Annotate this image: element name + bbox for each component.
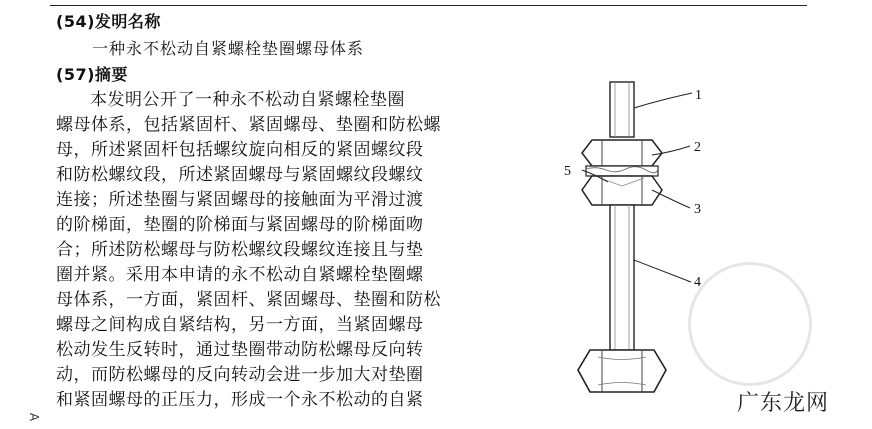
label-3: 3 <box>694 202 701 217</box>
label-5: 5 <box>564 164 571 179</box>
margin-mark: A <box>27 412 42 422</box>
label-2: 2 <box>694 140 701 155</box>
abstract-line: 合；所述防松螺母与防松螺纹段螺纹连接且与垫 <box>56 240 424 260</box>
leader-3 <box>652 190 690 208</box>
top-rule <box>50 5 807 6</box>
tightening-rod-shaft <box>610 205 634 350</box>
abstract-body <box>56 88 441 413</box>
label-1: 1 <box>695 88 702 103</box>
tightening-nut <box>582 176 662 205</box>
watermark-text: 广东龙网 <box>737 391 830 416</box>
abstract-line: 和紧固螺母的正压力，形成一个永不松动的自紧 <box>56 390 424 410</box>
leader-4 <box>634 260 691 282</box>
bolt-head <box>578 350 666 392</box>
abstract-heading: (57)摘要 <box>56 65 128 84</box>
anti-loosening-nut <box>582 140 662 166</box>
abstract-line: 本发明公开了一种永不松动自紧螺栓垫圈 <box>90 90 405 110</box>
leader-1 <box>634 93 692 108</box>
invention-title-heading: (54)发明名称 <box>56 12 161 31</box>
abstract-line: 母，所述紧固杆包括螺纹旋向相反的紧固螺纹段 <box>56 140 424 160</box>
label-4: 4 <box>694 275 701 290</box>
abstract-line: 母体系，一方面，紧固杆、紧固螺母、垫圈和防松 <box>56 290 441 310</box>
abstract-line: 松动发生反转时，通过垫圈带动防松螺母反向转 <box>56 340 424 360</box>
abstract-line: 动，而防松螺母的反向转动会进一步加大对垫圈 <box>56 365 424 385</box>
abstract-line: 螺母之间构成自紧结构，另一方面，当紧固螺母 <box>56 315 424 335</box>
abstract-line: 和防松螺纹段，所述紧固螺母与紧固螺纹段螺纹 <box>56 165 424 185</box>
abstract-line: 连接；所述垫圈与紧固螺母的接触面为平滑过渡 <box>56 190 424 210</box>
invention-title: 一种永不松动自紧螺栓垫圈螺母体系 <box>92 39 365 58</box>
watermark-seal <box>688 262 812 386</box>
abstract-line: 的阶梯面，垫圈的阶梯面与紧固螺母的阶梯面吻 <box>56 215 424 235</box>
tightening-rod-top <box>610 82 634 137</box>
abstract-line: 圈并紧。采用本申请的永不松动自紧螺栓垫圈螺 <box>56 265 424 285</box>
abstract-line: 螺母体系，包括紧固杆、紧固螺母、垫圈和防松螺 <box>56 115 441 135</box>
